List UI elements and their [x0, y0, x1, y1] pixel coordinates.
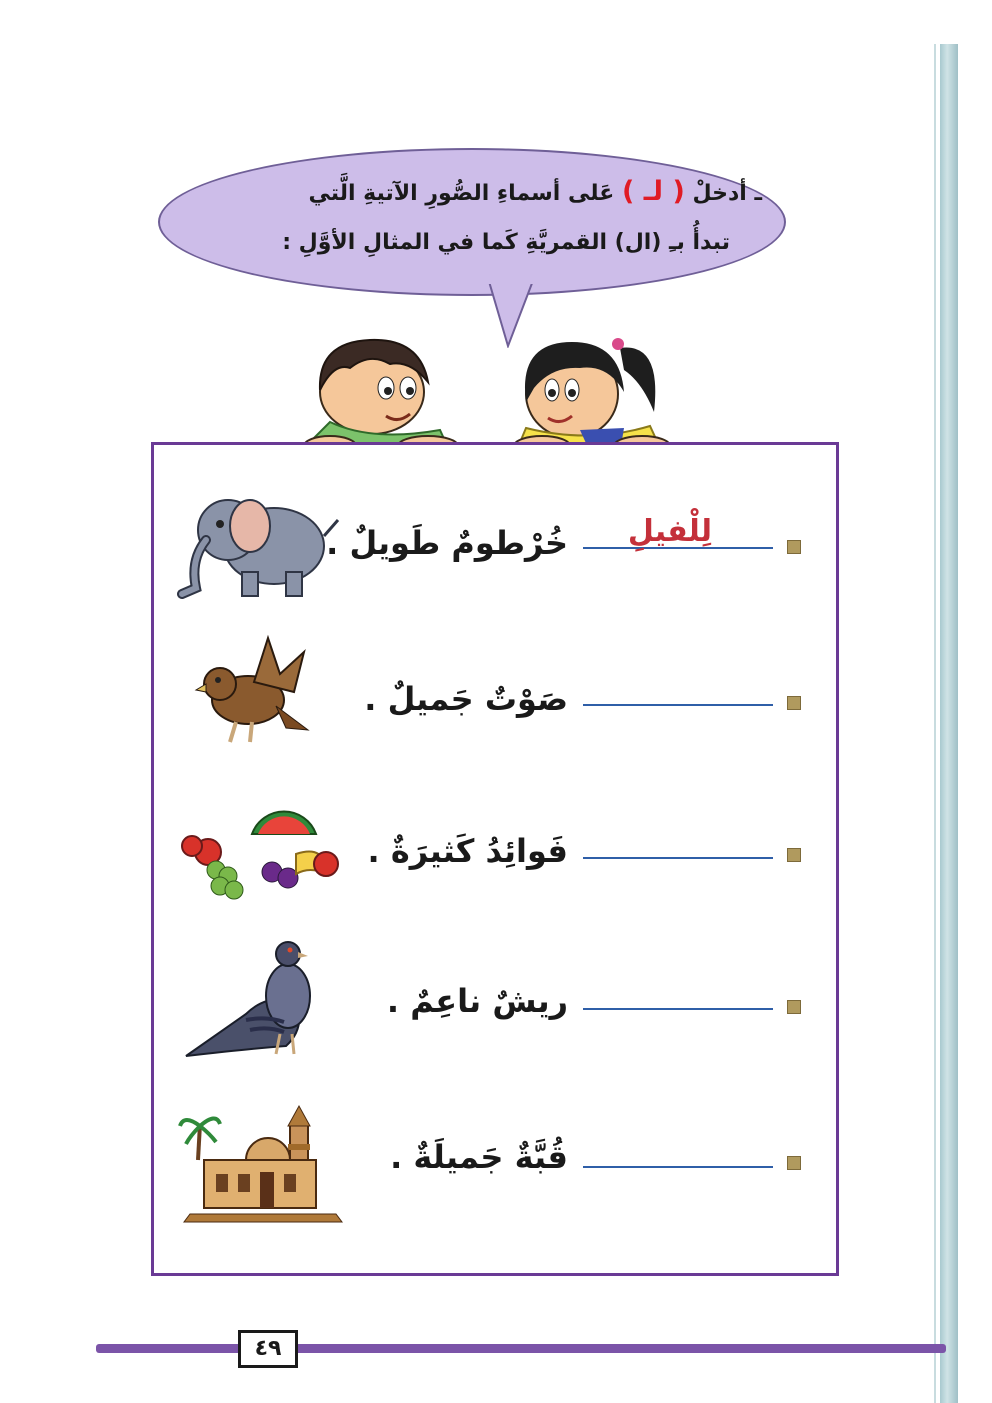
- answer-text: لِلْفيلِ: [627, 514, 713, 549]
- footer-bar: [96, 1344, 946, 1353]
- sentence-text: فَوائِدُ كَثيرَةٌ .: [367, 832, 568, 870]
- exercise-row: [0, 480, 992, 610]
- sentence-text: ريشٌ ناعِمٌ .: [386, 982, 568, 1020]
- answer-blank[interactable]: [583, 704, 773, 706]
- answer-blank[interactable]: [583, 857, 773, 859]
- mosque-picture: [176, 1104, 346, 1229]
- bullet-square: [787, 1156, 801, 1170]
- boy-figure: [300, 340, 458, 456]
- sentence-text: قُبَّةٌ جَميلَةٌ .: [390, 1138, 568, 1176]
- answer-blank[interactable]: [583, 1166, 773, 1168]
- bullet-square: [787, 848, 801, 862]
- page-number: ٤٩: [238, 1330, 298, 1368]
- answer-blank[interactable]: [583, 1008, 773, 1010]
- bullet-square: [787, 540, 801, 554]
- bullet-square: [787, 696, 801, 710]
- exercise-row: [0, 1104, 992, 1234]
- sentence-text: صَوْتٌ جَميلٌ .: [364, 680, 568, 718]
- pigeon-picture: [176, 938, 346, 1063]
- children-illustration: [290, 312, 690, 462]
- sentence-text: خُرْطومٌ طَويلٌ .: [326, 524, 568, 562]
- exercise-row: [0, 634, 992, 764]
- exercise-row: [0, 948, 992, 1078]
- instruction-line-2: تبدأُ بـِ (ال) القمريَّةِ كَما في المثالِ الأوَّلِ :: [282, 230, 730, 255]
- exercise-row: [0, 794, 992, 924]
- instruction-rest: عَلى أسماءِ الصُّورِ الآتيةِ الَّتي: [308, 181, 615, 206]
- sparrow-picture: [176, 634, 346, 759]
- girl-figure: [514, 338, 670, 456]
- speech-bubble: [158, 148, 786, 296]
- bullet-square: [787, 1000, 801, 1014]
- instruction-lead: ـ أدخلْ: [692, 181, 762, 206]
- elephant-picture: [176, 480, 346, 605]
- instruction-letter: ( لـ ): [621, 176, 685, 207]
- instruction-line-1: [202, 176, 762, 207]
- fruits-picture: [176, 794, 346, 919]
